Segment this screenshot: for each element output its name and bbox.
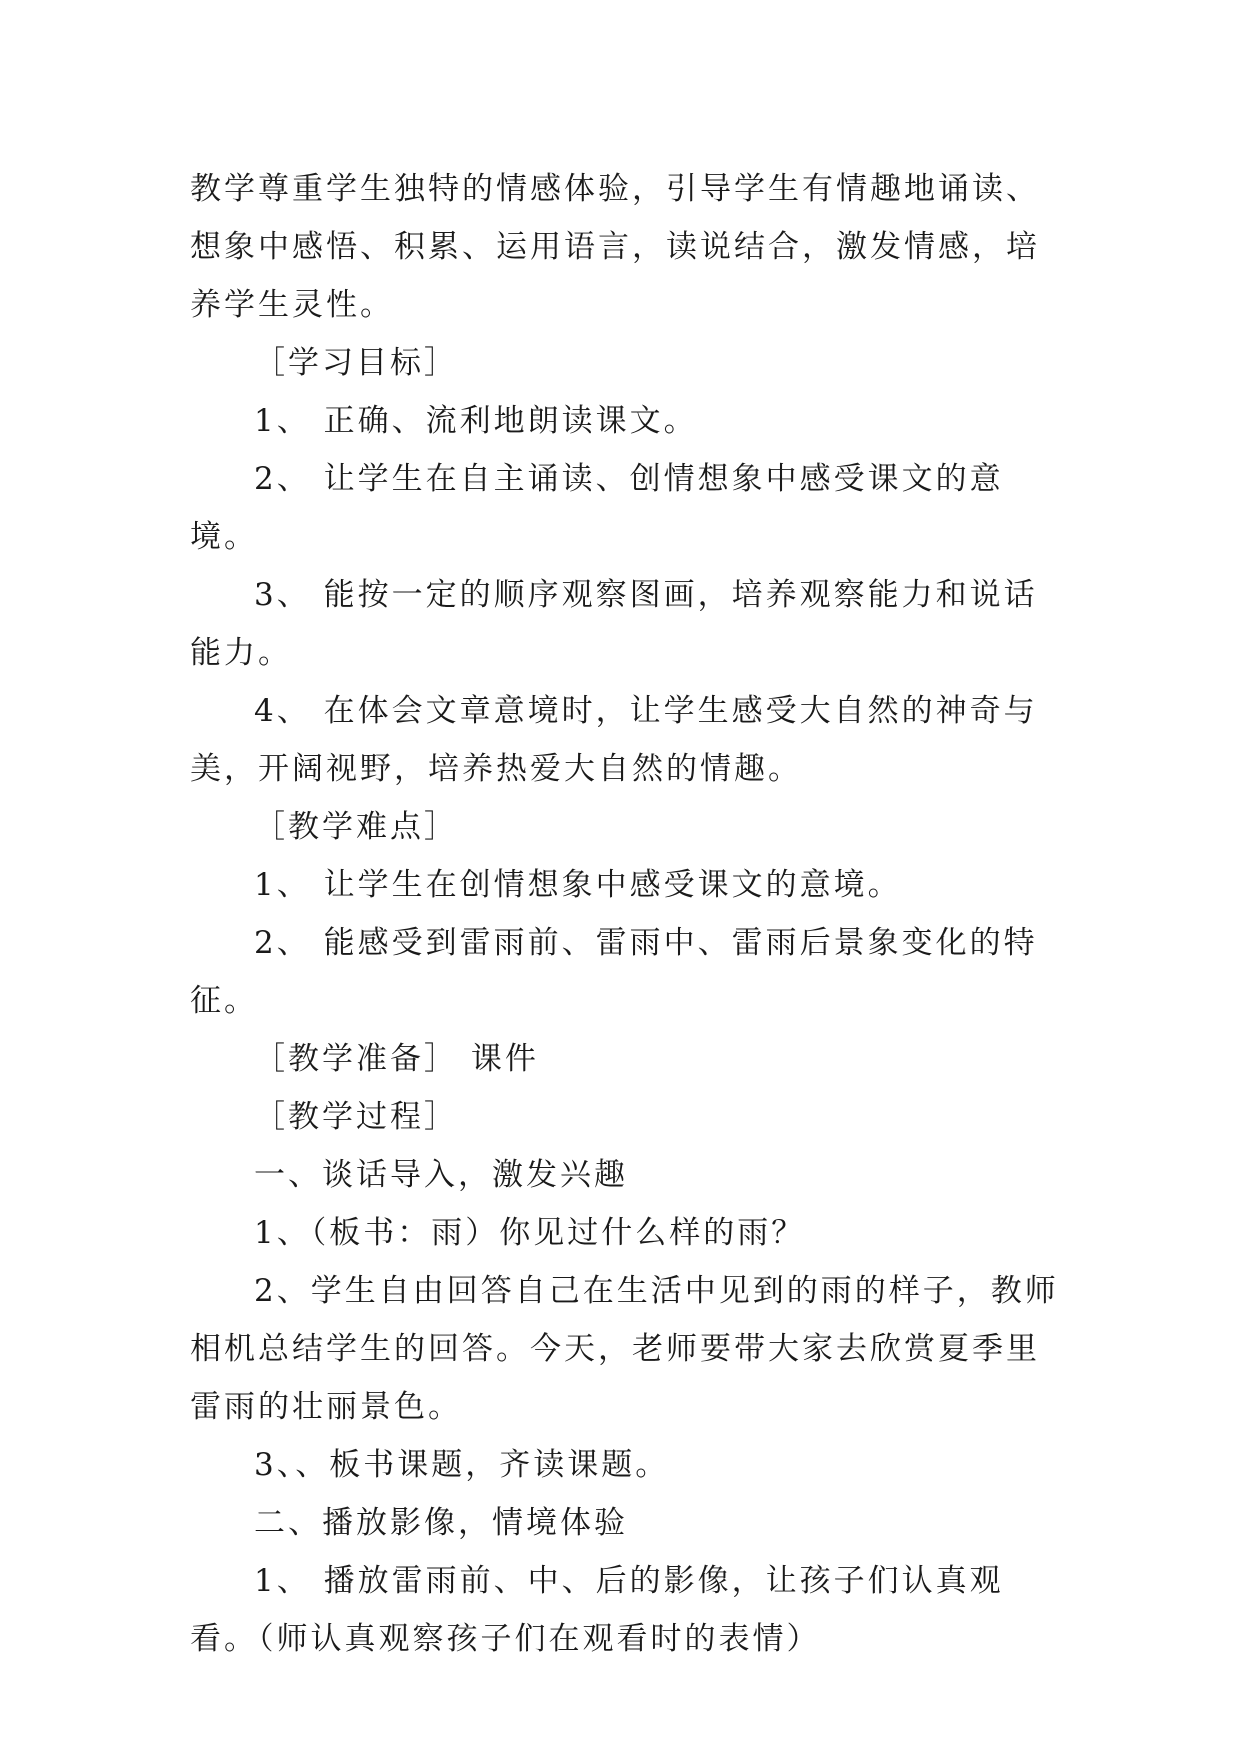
goal-item-1: 1、 正确、流利地朗读课文。 <box>254 403 698 439</box>
section-heading-teaching-difficulties: ［教学难点］ <box>254 809 458 845</box>
section-heading-teaching-preparation: ［教学准备］ 课件 <box>254 1041 539 1077</box>
document-body <box>190 160 1070 1668</box>
section-heading-learning-goals: ［学习目标］ <box>254 345 458 381</box>
goal-item-3: 3、 能按一定的顺序观察图画，培养观察能力和说话能力。 <box>190 577 1038 671</box>
difficulty-item-1: 1、 让学生在创情想象中感受课文的意境。 <box>254 867 902 903</box>
process-step-heading-2: 二、播放影像，情境体验 <box>254 1505 628 1541</box>
intro-paragraph: 教学尊重学生独特的情感体验，引导学生有情趣地诵读、想象中感悟、积累、运用语言，读说结合，激发情感，培养学生灵性。 <box>190 171 1040 323</box>
process-item-1-1: 1、（板书：雨）你见过什么样的雨？ <box>254 1215 806 1251</box>
process-item-2-1: 1、 播放雷雨前、中、后的影像，让孩子们认真观看。（师认真观察孩子们在观看时的表情） <box>190 1563 1004 1657</box>
process-item-1-3: 3、、板书课题，齐读课题。 <box>254 1447 670 1483</box>
goal-item-4: 4、 在体会文章意境时，让学生感受大自然的神奇与美，开阔视野，培养热爱大自然的情趣。 <box>190 693 1038 787</box>
goal-item-2: 2、 让学生在自主诵读、创情想象中感受课文的意境。 <box>190 461 1004 555</box>
process-step-heading-1: 一、谈话导入，激发兴趣 <box>254 1157 628 1193</box>
difficulty-item-2: 2、 能感受到雷雨前、雷雨中、雷雨后景象变化的特征。 <box>190 925 1038 1019</box>
process-item-1-2: 2、学生自由回答自己在生活中见到的雨的样子，教师相机总结学生的回答。今天，老师要带大家去欣赏夏季里雷雨的壮丽景色。 <box>190 1273 1059 1425</box>
section-heading-teaching-process: ［教学过程］ <box>254 1099 458 1135</box>
